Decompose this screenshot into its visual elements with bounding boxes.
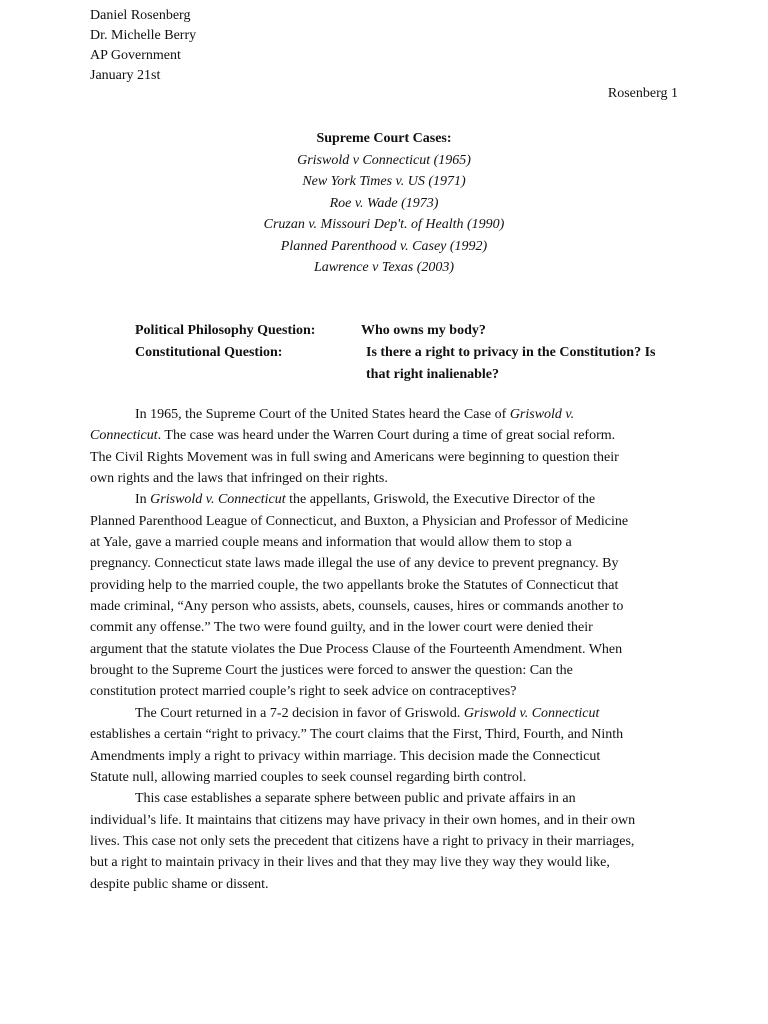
case-name-italic: Griswold v. Connecticut [150,492,286,508]
cases-title: Supreme Court Cases: [316,131,452,146]
paragraph-line: Statute null, allowing married couples to seek counsel regarding birth control. [90,769,527,785]
text-run: In 1965, the Supreme Court of the United States heard the Case of [135,407,510,422]
text-run: . The case was heard under the Warren Court during a time of great social reform. [157,428,616,444]
paragraph-line [90,425,678,446]
text-run: In [135,492,151,508]
paragraph-line: lives. This case not only sets the precedent that citizens have a right to privacy in their marriages, [90,833,635,849]
teacher-name: Dr. Michelle Berry [90,28,197,43]
constitutional-question-label: Constitutional Question: [135,345,283,360]
paragraph-line: Planned Parenthood League of Connecticut, and Buxton, a Physician and Professor of Medicine [90,513,629,529]
case-item: Planned Parenthood v. Casey (1992) [280,238,488,254]
case-name-italic: Connecticut [90,428,158,444]
case-name-italic: Griswold v. [509,407,575,422]
constitutional-question-value [366,342,686,386]
paragraph-line: constitution protect married couple’s right to seek advice on contraceptives? [90,684,517,700]
case-item: Griswold v Connecticut (1965) [297,152,471,168]
case-item: Lawrence v Texas (2003) [313,260,455,275]
paragraph-line: argument that the statute violates the Due Process Clause of the Fourteenth Amendment. When [90,641,623,657]
paragraph-line [90,404,678,425]
paragraph-line: Amendments imply a right to privacy within marriage. This decision made the Connecticut [90,748,601,764]
text-run: The Court returned in a 7-2 decision in favor of Griswold. [135,705,464,721]
cases-list [90,128,678,279]
paragraph-line: establishes a certain “right to privacy.” The court claims that the First, Third, Fourth, and Ninth [90,727,624,743]
case-item: New York Times v. US (1971) [302,174,466,189]
paragraph-line: made criminal, “Any person who assists, abets, counsels, causes, hires or commands another to [90,599,624,615]
philosophy-question-row [135,320,685,342]
paragraph-line: individual’s life. It maintains that citizens may have privacy in their own homes, and in their own [90,812,636,828]
philosophy-question-label: Political Philosophy Question: [135,323,316,338]
document-date: January 21st [90,68,161,83]
constitutional-question-row [135,342,685,382]
course-name: AP Government [90,48,181,63]
paragraph-line [90,703,678,724]
running-head-page-number: Rosenberg 1 [607,86,678,101]
constitutional-question-line: Is there a right to privacy in the Constitution? Is [366,345,656,360]
paragraph-line: despite public shame or dissent. [90,876,269,892]
paragraph-line: providing help to the married couple, the two appellants broke the Statutes of Connecticut that [90,577,619,593]
paragraph-line: pregnancy. Connecticut state laws made illegal the use of any device to prevent pregnancy. By [90,556,619,572]
heading-block [90,6,196,86]
text-run: the appellants, Griswold, the Executive Director of the [285,492,596,508]
paragraph-line: commit any offense.” The two were found guilty, and in the lower court were denied their [90,620,593,636]
case-item: Roe v. Wade (1973) [329,195,439,211]
case-name-italic: Griswold v. Connecticut [463,705,600,721]
paragraph-line: The Civil Rights Movement was in full swing and Americans were beginning to question their [90,449,619,465]
paragraph-line: This case establishes a separate sphere between public and private affairs in an [135,791,576,807]
constitutional-question-line: that right inalienable? [366,367,500,382]
essay-body [90,404,678,895]
paragraph-line [90,489,678,510]
paragraph-line: brought to the Supreme Court the justices were forced to answer the question: Can the [90,663,573,679]
author-name: Daniel Rosenberg [90,8,191,23]
questions-block [135,320,685,382]
case-item: Cruzan v. Missouri Dep't. of Health (1990) [263,217,505,232]
philosophy-question-value: Who owns my body? [361,323,486,338]
paragraph-line: at Yale, gave a married couple means and information that would allow them to stop a [90,535,572,551]
paragraph-line: but a right to maintain privacy in their lives and that they may live they way they would like, [90,855,610,871]
paragraph-line: own rights and the laws that infringed on their rights. [90,471,388,487]
